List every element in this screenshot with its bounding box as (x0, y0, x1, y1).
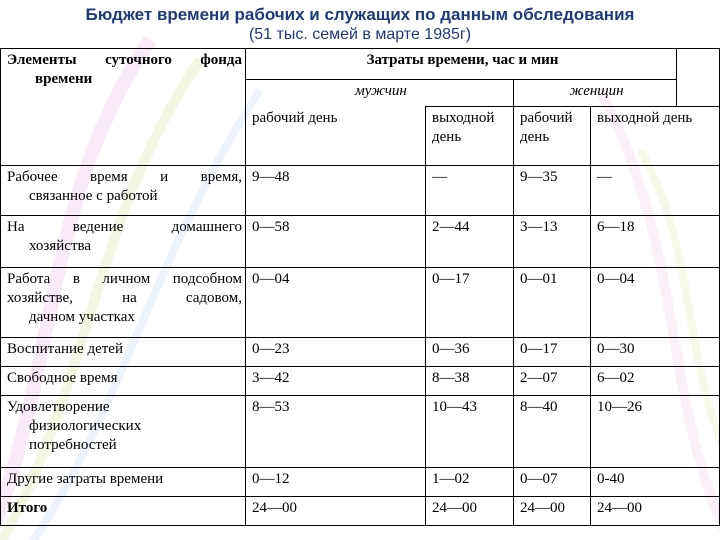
header-elements-line2: времени (35, 71, 93, 87)
table-row (1, 367, 720, 396)
cell-men-dayoff: 0—36 (426, 338, 514, 367)
row-label: Рабочее время и время, связанное с работой (1, 166, 246, 216)
table-row (1, 396, 720, 468)
cell-women-dayoff: 6—02 (591, 367, 720, 396)
cell-men-workday: 9—48 (246, 166, 426, 216)
cell-women-dayoff: 0-40 (591, 468, 720, 497)
table-row (1, 468, 720, 497)
table-row (1, 216, 720, 268)
table-row (1, 166, 720, 216)
cell-men-dayoff: 0—17 (426, 268, 514, 338)
row-label: Итого (1, 497, 246, 526)
row-label: На ведение домашнего хозяйства (1, 216, 246, 268)
cell-women-workday: 3—13 (514, 216, 591, 268)
header-women-dayoff: выходной день (591, 107, 720, 166)
cell-women-workday: 0—17 (514, 338, 591, 367)
cell-men-dayoff: 8—38 (426, 367, 514, 396)
title-line-2: (51 тыс. семей в марте 1985г) (248, 26, 472, 43)
row-label: Работа в личном подсобном хозяйстве, на садовом, дачном участках (1, 268, 246, 338)
header-men-cell: мужчин (246, 80, 514, 107)
header-women-workday: рабочий день (514, 107, 591, 166)
cell-men-dayoff: 10—43 (426, 396, 514, 468)
time-budget-table (0, 48, 720, 526)
header-men-workday: рабочий день (246, 107, 426, 166)
row-label: Воспитание детей (1, 338, 246, 367)
slide-title (0, 4, 720, 44)
cell-women-dayoff: 0—30 (591, 338, 720, 367)
cell-men-workday: 8—53 (246, 396, 426, 468)
title-line-1: Бюджет времени рабочих и служащих по данным обследования (85, 5, 635, 24)
header-row-1 (1, 49, 720, 80)
cell-men-workday: 3—42 (246, 367, 426, 396)
cell-women-workday: 2—07 (514, 367, 591, 396)
cell-women-dayoff: 6—18 (591, 216, 720, 268)
cell-men-dayoff: — (426, 166, 514, 216)
header-elements-cell (1, 49, 246, 166)
header-women-cell: женщин (514, 80, 677, 107)
cell-men-workday: 0—23 (246, 338, 426, 367)
table-row-total (1, 497, 720, 526)
cell-women-dayoff: — (591, 166, 720, 216)
header-elements-line1: Элементы суточного фонда (7, 52, 242, 68)
table-row (1, 268, 720, 338)
cell-men-dayoff: 2—44 (426, 216, 514, 268)
cell-women-workday: 8—40 (514, 396, 591, 468)
table-row (1, 338, 720, 367)
cell-women-workday: 0—01 (514, 268, 591, 338)
cell-women-workday: 9—35 (514, 166, 591, 216)
cell-women-dayoff: 0—04 (591, 268, 720, 338)
row-label: Свободное время (1, 367, 246, 396)
cell-women-workday: 0—07 (514, 468, 591, 497)
row-label: Другие затраты времени (1, 468, 246, 497)
header-men-dayoff: выходной день (426, 107, 514, 166)
header-costs-cell: Затраты времени, час и мин (246, 49, 677, 80)
cell-men-dayoff: 1—02 (426, 468, 514, 497)
header-empty-cell (677, 49, 720, 107)
cell-men-dayoff: 24—00 (426, 497, 514, 526)
cell-women-workday: 24—00 (514, 497, 591, 526)
cell-men-workday: 24—00 (246, 497, 426, 526)
cell-men-workday: 0—04 (246, 268, 426, 338)
cell-women-dayoff: 24—00 (591, 497, 720, 526)
cell-women-dayoff: 10—26 (591, 396, 720, 468)
cell-men-workday: 0—58 (246, 216, 426, 268)
cell-men-workday: 0—12 (246, 468, 426, 497)
row-label: Удовлетворение физиологических потребностей (1, 396, 246, 468)
